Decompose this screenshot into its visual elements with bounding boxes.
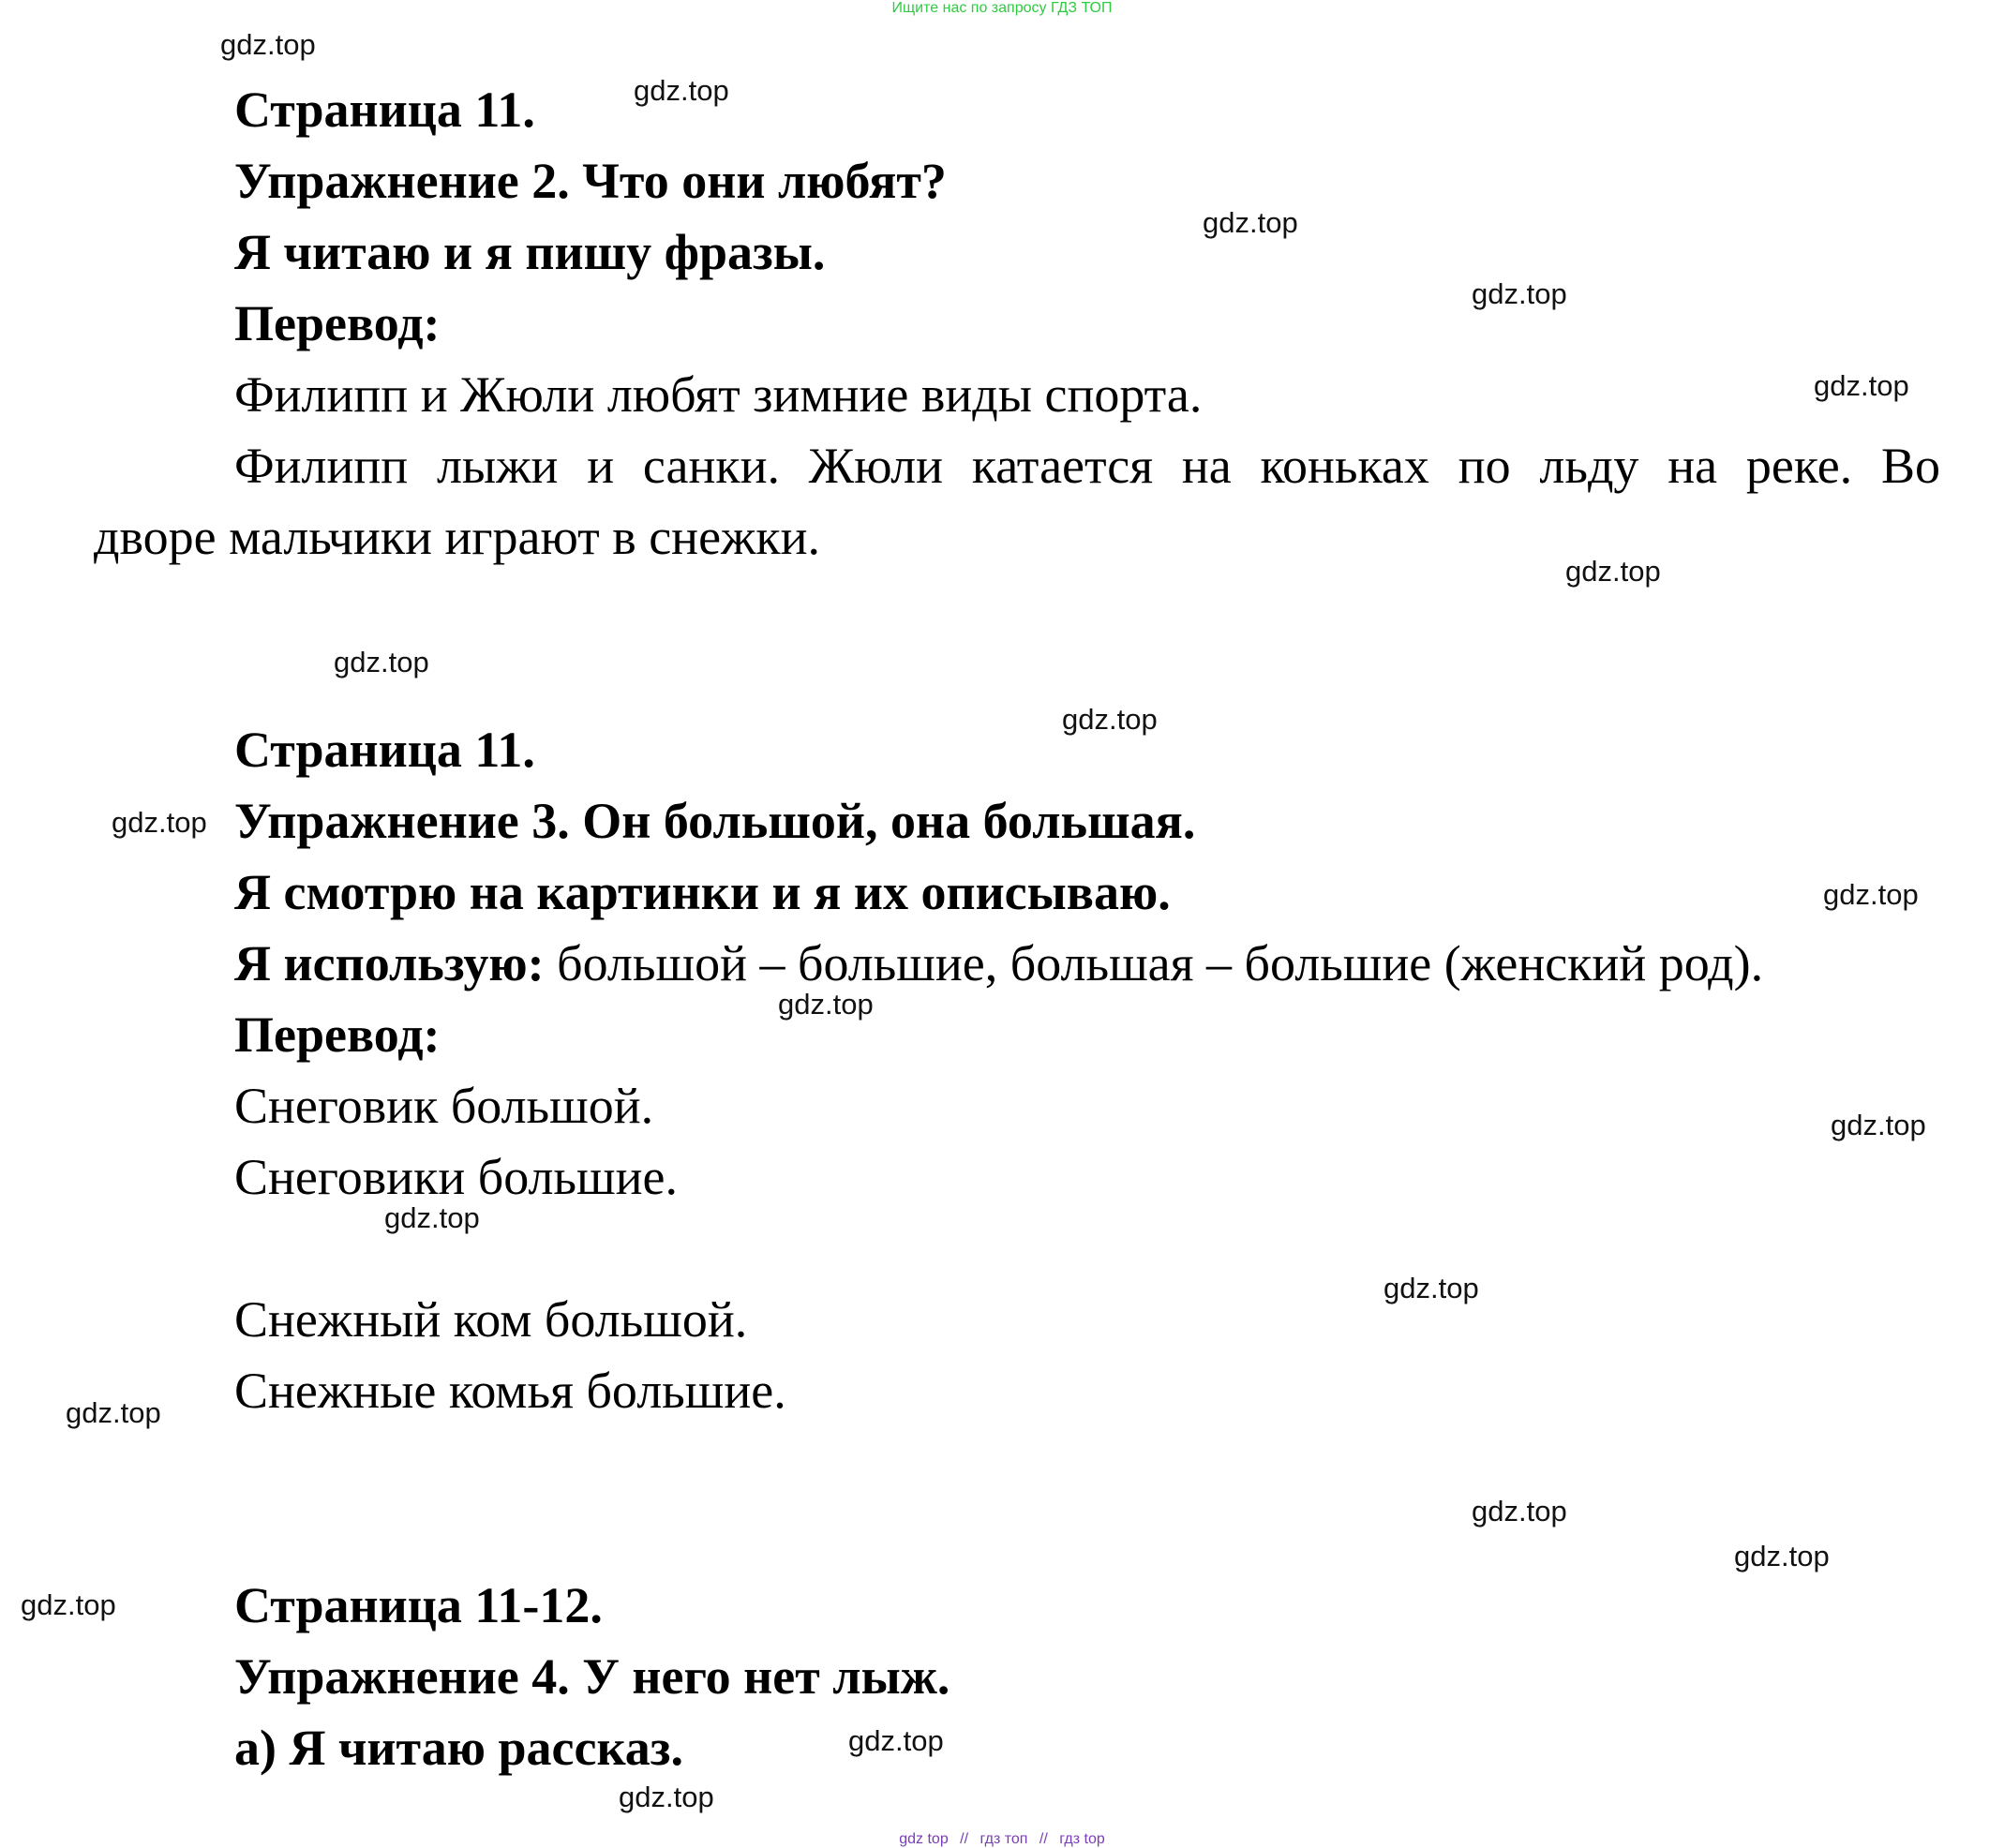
task-line: Я читаю и я пишу фразы.: [234, 224, 826, 280]
page-heading: Страница 11.: [234, 722, 535, 778]
translation-line: Снежный ком большой.: [234, 1291, 748, 1348]
uses-label: Я использую:: [234, 935, 545, 991]
translation-label: Перевод:: [234, 295, 441, 351]
translation-line: Филипп и Жюли любят зимние виды спорта.: [234, 366, 1203, 423]
watermark: gdz.top: [1472, 1495, 1567, 1528]
watermark: gdz.top: [1831, 1109, 1926, 1141]
translation-label: Перевод:: [234, 1006, 441, 1063]
watermark: gdz.top: [1472, 277, 1567, 310]
exercise-heading: Упражнение 3. Он большой, она большая.: [234, 793, 1196, 849]
footer-link[interactable]: гдз топ: [980, 1831, 1028, 1847]
watermark: gdz.top: [1203, 206, 1298, 239]
exercise-heading: Упражнение 4. У него нет лыж.: [234, 1648, 950, 1705]
footer-link[interactable]: gdz top: [899, 1831, 949, 1847]
watermark: gdz.top: [384, 1201, 480, 1234]
watermark: gdz.top: [334, 646, 429, 678]
uses-text: большой – большие, большая – большие (женский род).: [544, 935, 1764, 991]
translation-line: дворе мальчики играют в снежки.: [94, 509, 820, 565]
translation-line: Снеговик большой.: [234, 1078, 654, 1134]
exercise-heading: Упражнение 2. Что они любят?: [234, 153, 947, 209]
watermark: gdz.top: [1383, 1272, 1479, 1304]
watermark: gdz.top: [1062, 703, 1158, 736]
footer-link[interactable]: гдз top: [1059, 1831, 1105, 1847]
watermark: gdz.top: [1734, 1540, 1830, 1572]
watermark: gdz.top: [1565, 555, 1661, 588]
top-banner-link[interactable]: Ищите нас по запросу ГДЗ ТОП: [891, 0, 1113, 16]
watermark: gdz.top: [848, 1724, 944, 1757]
translation-line: Снежные комья большие.: [234, 1363, 786, 1419]
watermark: gdz.top: [778, 988, 874, 1021]
watermark: gdz.top: [112, 806, 207, 839]
translation-line: Снеговики большие.: [234, 1149, 679, 1205]
task-line: а) Я читаю рассказ.: [234, 1720, 683, 1776]
watermark: gdz.top: [66, 1396, 161, 1429]
footer-links: [0, 1831, 2004, 1848]
watermark: gdz.top: [634, 74, 729, 107]
watermark: gdz.top: [220, 28, 316, 61]
footer-separator: //: [960, 1831, 969, 1847]
watermark: gdz.top: [1814, 369, 1909, 402]
translation-line: Филипп лыжи и санки. Жюли катается на коньках по льду на реке. Во: [234, 438, 1940, 494]
watermark: gdz.top: [1823, 878, 1919, 911]
page-heading: Страница 11.: [234, 82, 535, 138]
watermark: gdz.top: [619, 1781, 714, 1813]
uses-line: [234, 935, 1764, 991]
page-heading: Страница 11-12.: [234, 1577, 603, 1633]
footer-separator: //: [1039, 1831, 1048, 1847]
task-line: Я смотрю на картинки и я их описываю.: [234, 864, 1171, 920]
watermark: gdz.top: [21, 1588, 116, 1621]
